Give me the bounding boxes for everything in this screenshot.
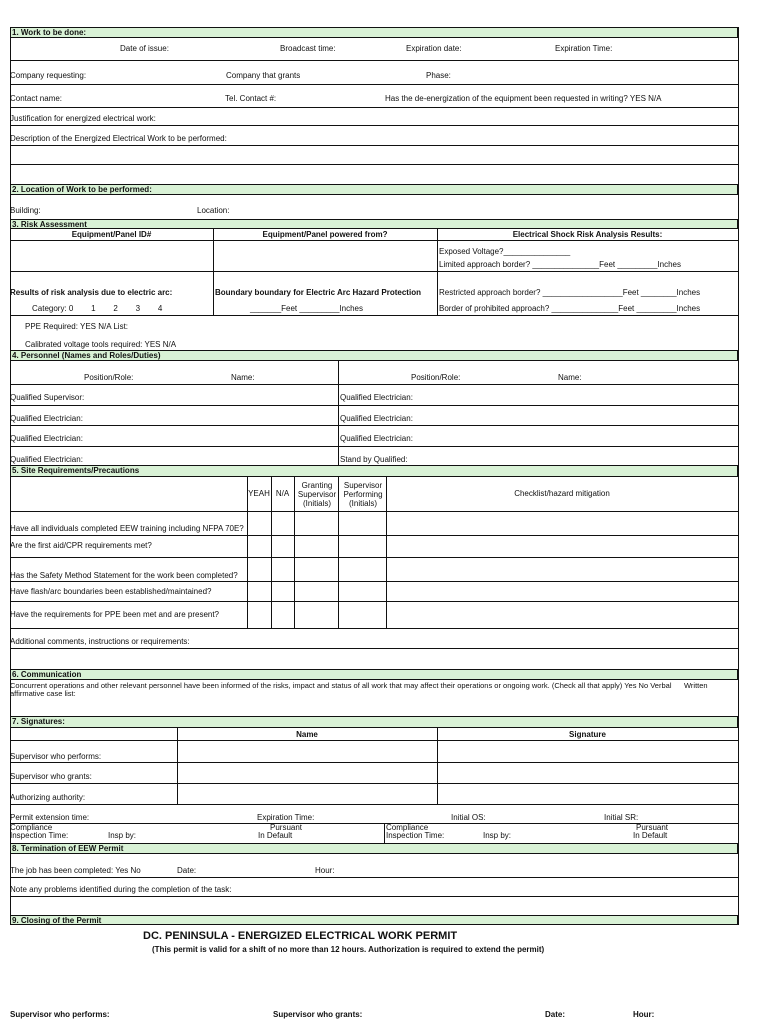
site-question: Have flash/arc boundaries been established/maintained?	[10, 587, 212, 596]
row-divider	[10, 107, 738, 108]
arc-category-label: Category: 0 1 2 3 4	[32, 304, 163, 313]
personnel-role-left: Qualified Electrician:	[10, 434, 83, 443]
inspection-time-label: Inspection Time:	[386, 831, 445, 840]
granting-supervisor-header: Granting Supervisor (Initials)	[297, 481, 337, 508]
row-divider	[10, 877, 738, 878]
row-divider	[10, 240, 738, 241]
col-divider	[213, 229, 214, 315]
communication-text: Concurrent operations and other relevant personnel have been informed of the risks, impact and status of all work that may affect their operations or ongoing work. (Check all that apply) Yes No Verbal Written	[10, 681, 708, 690]
yeah-column-header: YEAH	[248, 489, 270, 498]
row-divider	[10, 804, 738, 805]
section-header-site: 5. Site Requirements/Precautions	[10, 465, 738, 477]
site-question: Are the first aid/CPR requirements met?	[10, 541, 152, 550]
row-divider	[10, 648, 738, 649]
col-divider	[338, 477, 339, 628]
restricted-approach-label: Restricted approach border? __________________Feet ________Inches	[439, 288, 701, 297]
company-grants-label: Company that grants	[226, 71, 301, 80]
compliance-label: Compliance	[386, 823, 429, 832]
broadcast-time-label: Broadcast time:	[280, 44, 336, 53]
footer-hour-label: Hour:	[633, 1010, 655, 1019]
signature-signature-header: Signature	[569, 730, 606, 739]
row-divider	[10, 535, 738, 536]
row-divider	[10, 601, 738, 602]
section-header-location: 2. Location of Work to be performed:	[10, 184, 738, 195]
row-divider	[10, 164, 738, 165]
termination-hour-label: Hour:	[315, 866, 335, 875]
footer-supervisor-performs-label: Supervisor who performs:	[10, 1010, 110, 1019]
row-divider	[10, 271, 738, 272]
justification-label: Justification for energized electrical work:	[10, 114, 156, 123]
building-label: Building:	[10, 206, 41, 215]
termination-date-label: Date:	[177, 866, 197, 875]
contact-name-label: Contact name:	[10, 94, 63, 103]
compliance-label: Compliance	[10, 823, 53, 832]
inspection-time-label: Inspection Time:	[10, 831, 69, 840]
permit-extension-label: Permit extension time:	[10, 813, 90, 822]
na-column-header: N/A	[275, 489, 290, 498]
section-header-termination: 8. Termination of EEW Permit	[10, 843, 738, 854]
row-divider	[10, 125, 738, 126]
arc-boundary-feet-inches: _______Feet _________Inches	[250, 304, 363, 313]
pursuant-label: Pursuant	[636, 823, 669, 832]
shock-risk-header: Electrical Shock Risk Analysis Results:	[512, 230, 663, 239]
section-header-signatures: 7. Signatures:	[10, 716, 738, 728]
expiration-time-label: Expiration Time:	[257, 813, 315, 822]
prohibited-approach-label: Border of prohibited approach? _______________Feet _________Inches	[439, 304, 701, 313]
site-question: Have the requirements for PPE been met and are present?	[10, 610, 220, 619]
col-divider	[386, 477, 387, 628]
arc-results-label: Results of risk analysis due to electric arc:	[10, 288, 173, 297]
equipment-panel-id-header: Equipment/Panel ID#	[71, 230, 152, 239]
section-header-risk: 3. Risk Assessment	[10, 219, 738, 229]
initial-sr-label: Initial SR:	[604, 813, 639, 822]
section-header-closing: 9. Closing of the Permit	[10, 915, 738, 925]
form-left-border	[10, 27, 11, 925]
signature-row-label: Authorizing authority:	[10, 793, 86, 802]
position-role-header: Position/Role:	[84, 373, 134, 382]
personnel-role-right: Qualified Electrician:	[340, 393, 413, 402]
personnel-role-left: Qualified Electrician:	[10, 455, 83, 464]
col-divider	[384, 823, 385, 844]
row-divider	[10, 84, 738, 85]
row-divider	[10, 60, 738, 61]
job-completed-label: The job has been completed: Yes No	[10, 866, 141, 875]
name-header: Name:	[231, 373, 255, 382]
personnel-role-right: Qualified Electrician:	[340, 414, 413, 423]
row-divider	[10, 145, 738, 146]
company-requesting-label: Company requesting:	[10, 71, 87, 80]
row-divider	[10, 384, 738, 385]
site-question: Has the Safety Method Statement for the work been completed?	[10, 571, 238, 580]
section-header-personnel: 4. Personnel (Names and Roles/Duties)	[10, 350, 738, 361]
personnel-role-right: Qualified Electrician:	[340, 434, 413, 443]
pursuant-label: Pursuant	[270, 823, 303, 832]
signature-row-label: Supervisor who performs:	[10, 752, 102, 761]
row-divider	[10, 783, 738, 784]
row-divider	[10, 762, 738, 763]
in-default-label: In Default	[633, 831, 668, 840]
col-divider	[437, 229, 438, 315]
phase-label: Phase:	[426, 71, 451, 80]
initial-os-label: Initial OS:	[451, 813, 486, 822]
arc-boundary-label: Boundary boundary for Electric Arc Hazard Protection	[215, 288, 421, 297]
date-of-issue-label: Date of issue:	[120, 44, 169, 53]
section-header-communication: 6. Communication	[10, 669, 738, 680]
form-subtitle: (This permit is valid for a shift of no more than 12 hours. Authorization is required to extend the permit)	[152, 945, 545, 954]
col-divider	[338, 361, 339, 465]
limited-approach-label: Limited approach border? _______________Feet _________Inches	[439, 260, 681, 269]
insp-by-label: Insp by:	[483, 831, 512, 840]
signature-row-label: Supervisor who grants:	[10, 772, 92, 781]
site-question: Have all individuals completed EEW training including NFPA 70E?	[10, 524, 244, 533]
col-divider	[247, 477, 248, 628]
position-role-header: Position/Role:	[411, 373, 461, 382]
personnel-role-left: Qualified Supervisor:	[10, 393, 85, 402]
problems-label: Note any problems identified during the completion of the task:	[10, 885, 232, 894]
exposed-voltage-label: Exposed Voltage?_______________	[439, 247, 571, 256]
supervisor-performing-header: Supervisor Performing (Initials)	[343, 481, 383, 508]
row-divider	[10, 315, 738, 316]
footer-supervisor-grants-label: Supervisor who grants:	[273, 1010, 363, 1019]
equipment-powered-from-header: Equipment/Panel powered from?	[262, 230, 388, 239]
form-right-border	[738, 27, 739, 925]
row-divider	[10, 511, 738, 512]
row-divider	[10, 896, 738, 897]
row-divider	[10, 557, 738, 558]
row-divider	[10, 581, 738, 582]
footer-date-label: Date:	[545, 1010, 566, 1019]
description-label: Description of the Energized Electrical Work to be performed:	[10, 134, 227, 143]
deenergization-question: Has the de-energization of the equipment been requested in writing? YES N/A	[385, 94, 662, 103]
affirmative-case-list-label: affirmative case list:	[10, 689, 76, 698]
name-header: Name:	[558, 373, 582, 382]
personnel-role-right: Stand by Qualified:	[340, 455, 408, 464]
tel-contact-label: Tel. Contact #:	[225, 94, 277, 103]
row-divider	[10, 425, 738, 426]
ppe-required-label: PPE Required: YES N/A List:	[25, 322, 129, 331]
personnel-role-left: Qualified Electrician:	[10, 414, 83, 423]
expiration-date-label: Expiration date:	[406, 44, 462, 53]
calibrated-tools-label: Calibrated voltage tools required: YES N/A	[25, 340, 177, 349]
location-label: Location:	[197, 206, 230, 215]
row-divider	[10, 405, 738, 406]
insp-by-label: Insp by:	[108, 831, 137, 840]
row-divider	[10, 740, 738, 741]
expiration-time-label: Expiration Time:	[555, 44, 613, 53]
row-divider	[10, 628, 738, 629]
signature-name-header: Name	[296, 730, 318, 739]
in-default-label: In Default	[258, 831, 293, 840]
additional-comments-label: Additional comments, instructions or requirements:	[10, 637, 190, 646]
row-divider	[10, 823, 738, 824]
form-title: DC. PENINSULA - ENERGIZED ELECTRICAL WORK PERMIT	[143, 930, 458, 942]
checklist-header: Checklist/hazard mitigation	[514, 489, 610, 498]
col-divider	[294, 477, 295, 628]
section-header-work: 1. Work to be done:	[10, 27, 738, 38]
row-divider	[10, 446, 738, 447]
col-divider	[271, 477, 272, 628]
